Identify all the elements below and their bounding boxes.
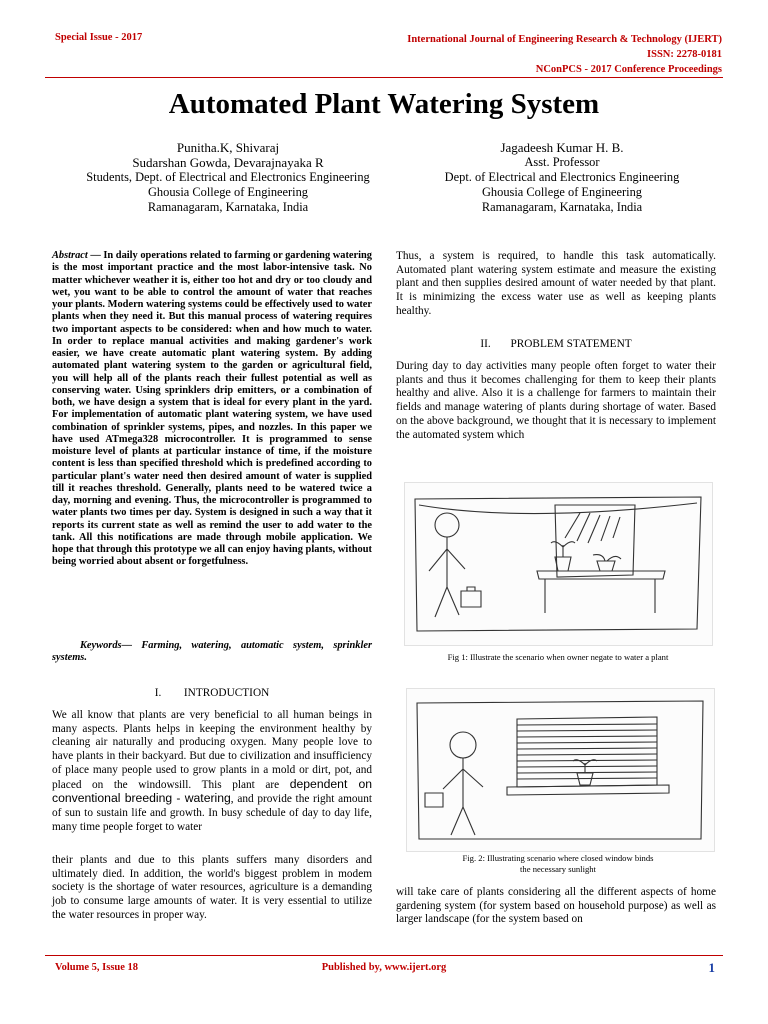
authors-right [402, 140, 722, 215]
footer-publisher: Published by, www.ijert.org [321, 962, 447, 973]
problem-statement-paragraph: During day to day activities many people often forget to water their plants and thus it becomes challenging for them to keep their plants healthy and alive. Also it is a challenge for farmers to maintain their fields and manage watering of plants during shortage of water. Based on the above background, we thought that it is necessary to implement the automated system which [396, 360, 716, 441]
header-issn: ISSN: 2278-0181 [647, 49, 722, 60]
author-affiliation-location-right: Ramanagaram, Karnataka, India [481, 200, 643, 214]
header-journal-block [407, 32, 722, 77]
footer-rule [45, 955, 723, 956]
footer-volume: Volume 5, Issue 18 [55, 962, 139, 973]
continued-paragraph: will take care of plants considering all the different aspects of home gardening system (for system based on household purpose) as well as larger landscape (for the system based on [396, 886, 716, 926]
author-name-guide: Jagadeesh Kumar H. B. [500, 140, 624, 155]
author-affiliation-location: Ramanagaram, Karnataka, India [147, 200, 309, 214]
figure-1-sketch [404, 482, 713, 646]
author-affiliation-college: Ghousia College of Engineering [147, 185, 308, 199]
figure-2-sketch [406, 688, 715, 852]
intro-text-a: We all know that plants are very beneficial to all human beings in many aspects. Plants helps in keeping the environment healthy by cleaning air naturally and producing oxygen. Many people love to have plants in their backyard. But due to civilization and insufficiency of place many people used to grow plants in a mold or dirt, pot, and placed on the windowsill. This plant are [52, 709, 372, 791]
right-intro-paragraph: Thus, a system is required, to handle this task automatically. Automated plant watering system estimate and measure the existing plant and then supplies desired amount of water needed by that plant. It is minimizing the excess water use as well as keeping plants healthy. [396, 250, 716, 317]
figure-2-caption-line-1: Fig. 2: Illustrating scenario where closed window binds [462, 853, 654, 863]
header-proceedings: NConPCS - 2017 Conference Proceedings [535, 64, 722, 75]
authors-left [48, 140, 408, 215]
author-title: Asst. Professor [524, 155, 600, 169]
abstract-text: — In daily operations related to farming or gardening watering is the most important practice and the most labor-intensive task. No matter whichever weather it is, either too hot and dry or too cloudy and wet, you want to be able to control the amount of water that reaches your plants. Modern watering systems could be effectively used to water plants when they need it. But this manual process of watering requires two important aspects to be considered: when and how much to water. In order to replace manual activities and making gardener's work easier, we have create automatic plant watering system. By adding automated plant watering system to the garden or agricultural field, you will help all of the plants reach their fullest potential as well as conserving water. Using sprinklers drip emitters, or a combination of both, we have design a system that is ideal for every plant in the yard. For implementation of automatic plant watering system, we have used combination of sprinkler systems, pipes, and nozzles. In this paper we have used ATmega328 microcontroller. It is programmed to sense moisture level of plants at particular instance of time, if the moisture content is less than specified threshold which is predefined according to particular plant's water need then desired amount of water is supplied till it reaches threshold. Generally, plants need to be watered twice a day, morning and evening. Thus, the microcontroller is programmed to water plants two times per day. System is designed in such a way that it reports its current state as well as remind the user to add water to the tank. All this notifications are made through mobile application. We hope that through this prototype we all can enjoy having plants, without being worried about absent or forgetfulness. [52, 250, 372, 568]
author-affiliation-college-right: Ghousia College of Engineering [481, 185, 642, 199]
header-rule [45, 77, 723, 78]
section-heading-problem-statement: II. PROBLEM STATEMENT [480, 338, 632, 350]
figure-2-caption [400, 853, 716, 874]
figure-1-caption: Fig 1: Illustrate the scenario when owner negate to water a plant [447, 652, 669, 662]
header-special-issue: Special Issue - 2017 [55, 32, 143, 43]
section-heading-introduction: I. INTRODUCTION [154, 687, 270, 699]
abstract-paragraph [52, 250, 372, 569]
intro-paragraph-2: their plants and due to this plants suffers many disorders and ultimately died. In addition, the world's biggest problem in modem society is the shortage of water resources, agriculture is a demanding job to consume large amounts of water. It is very essential to utilize the water resources in proper way. [52, 854, 372, 921]
paper-title: Automated Plant Watering System [168, 88, 600, 120]
footer-page-number: 1 [708, 960, 715, 975]
intro-paragraph-1 [52, 709, 372, 834]
intro-text-c: , and provide the right amount of sun to sustain life and growth. In busy schedule of day to day life, many time people forget to water [52, 793, 372, 833]
intro-text-b: dependent on conventional breeding - watering [52, 776, 372, 806]
author-affiliation-dept-right: Dept. of Electrical and Electronics Engineering [444, 170, 680, 184]
figure-2-drawing [407, 689, 714, 851]
figure-2-caption-line-2: the necessary sunlight [520, 863, 596, 874]
author-names-2: Sudarshan Gowda, Devarajnayaka R [132, 155, 324, 170]
keywords-paragraph: Keywords— Farming, watering, automatic system, sprinkler systems. [52, 640, 372, 664]
author-names-1: Punitha.K, Shivaraj [176, 140, 280, 155]
author-affiliation-dept: Students, Dept. of Electrical and Electronics Engineering [86, 170, 370, 184]
header-journal-name: International Journal of Engineering Research & Technology (IJERT) [407, 34, 722, 45]
figure-1-drawing [405, 483, 712, 645]
abstract-label: Abstract [52, 250, 88, 261]
